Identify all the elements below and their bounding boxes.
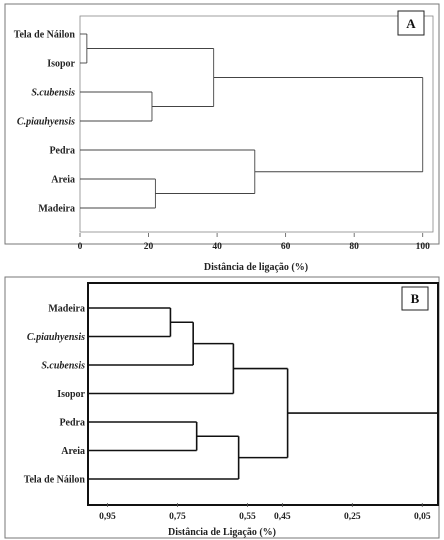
panel-a-tick-label: 20 bbox=[143, 242, 154, 252]
panel-b-leaf-label: Tela de Náilon bbox=[23, 474, 85, 486]
panel-a-x-axis-title: Distância de ligação (%) bbox=[203, 262, 309, 273]
panel-b-tick-label: 0,55 bbox=[239, 512, 256, 522]
panel-a-leaf-label: Tela de Náilon bbox=[13, 29, 75, 41]
panel-b-leaf-label: S.cubensis bbox=[41, 360, 85, 372]
panel-a-leaf-label: S.cubensis bbox=[31, 87, 75, 99]
panel-b-frame bbox=[5, 277, 439, 538]
panel-b-leaf-label: Isopor bbox=[57, 389, 85, 400]
panel-b-leaf-label: C.piauhyensis bbox=[26, 332, 85, 343]
panel-a-tick-label: 80 bbox=[349, 242, 359, 252]
panel-a-tick-label: 100 bbox=[415, 242, 430, 252]
panel-b-tick-label: 0,45 bbox=[274, 512, 291, 522]
panel-b-tick-label: 0,25 bbox=[343, 512, 361, 522]
panel-a-leaf-label: Areia bbox=[51, 174, 75, 186]
panel-b-tick-label: 0,75 bbox=[169, 512, 186, 522]
panel-b-leaf-label: Areia bbox=[61, 446, 85, 457]
panel-b-x-axis-title: Distância de Ligação (%) bbox=[167, 527, 277, 538]
panel-b-tick-label: 0,05 bbox=[413, 512, 431, 522]
panel-a-tick-label: 0 bbox=[77, 242, 83, 252]
panel-a-leaf-label: Madeira bbox=[38, 203, 75, 215]
panel-a-label: A bbox=[406, 16, 416, 31]
dendrogram-panel-b bbox=[5, 277, 439, 538]
dendrogram-panel-a bbox=[5, 4, 439, 273]
panel-a-leaf-label: C.piauhyensis bbox=[16, 116, 75, 128]
panel-a-tick-label: 40 bbox=[212, 242, 222, 252]
panel-b-leaf-label: Madeira bbox=[48, 303, 85, 315]
panel-b-tick-label: 0,95 bbox=[99, 512, 116, 522]
panel-a-leaf-label: Isopor bbox=[47, 58, 75, 70]
panel-a-tick-label: 60 bbox=[280, 242, 291, 252]
panel-b-leaf-label: Pedra bbox=[59, 417, 85, 429]
panel-b-label: B bbox=[410, 291, 420, 306]
panel-a-leaf-label: Pedra bbox=[49, 145, 75, 157]
